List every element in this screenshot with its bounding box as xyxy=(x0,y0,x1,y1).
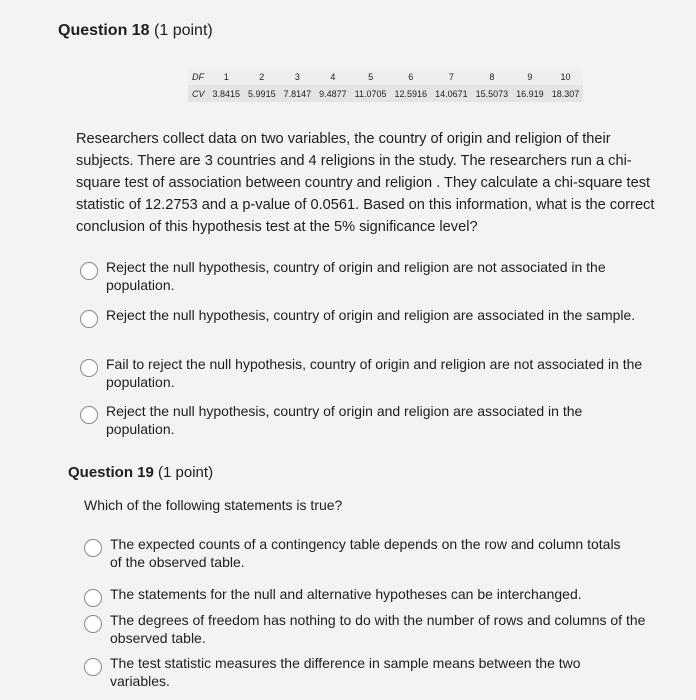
radio-button[interactable] xyxy=(84,658,102,676)
df-cell: 9 xyxy=(512,68,548,85)
question-18-stem: Researchers collect data on two variables, the country of origin and religion of their subjects. There are 3 countries and 4 religions in the study. The researchers run a chi-square test of association between country and religion . They calculate a chi-square test statistic of 12.2753 and a p-value of 0.0561. Based on this information, what is the correct conclusion of this hypothesis test at the 5% significance level? xyxy=(76,131,655,235)
q18-option-2-text: Reject the null hypothesis, country of origin and religion are associated in the sample. xyxy=(106,307,636,323)
radio-button[interactable] xyxy=(84,589,102,607)
cv-cell: 15.5073 xyxy=(472,85,513,102)
cv-cell: 3.8415 xyxy=(209,85,245,102)
df-cell: 8 xyxy=(472,68,513,85)
radio-button[interactable] xyxy=(80,310,98,328)
df-cell: 10 xyxy=(548,68,584,85)
radio-button[interactable] xyxy=(80,406,98,424)
chi-square-critical-values-table xyxy=(188,68,583,102)
cv-cell: 5.9915 xyxy=(244,85,280,102)
df-cell: 1 xyxy=(209,68,245,85)
cv-cell: 12.5916 xyxy=(391,85,432,102)
df-cell: 3 xyxy=(280,68,316,85)
q18-option-3-text: Fail to reject the null hypothesis, country of origin and religion are not associated in the population. xyxy=(106,356,643,390)
radio-button[interactable] xyxy=(84,615,102,633)
df-cell: 6 xyxy=(391,68,432,85)
q19-option-4[interactable] xyxy=(84,654,624,690)
cv-cell: 16.919 xyxy=(512,85,548,102)
cv-label: CV xyxy=(188,85,209,102)
df-cell: 2 xyxy=(244,68,280,85)
question-19-stem: Which of the following statements is true? xyxy=(84,497,343,513)
radio-button[interactable] xyxy=(84,539,102,557)
q19-option-2[interactable] xyxy=(84,585,624,607)
df-label: DF xyxy=(188,68,209,85)
q18-option-1-text: Reject the null hypothesis, country of origin and religion are not associated in the population. xyxy=(106,259,606,293)
q18-option-4-text: Reject the null hypothesis, country of origin and religion are associated in the population. xyxy=(106,403,583,437)
radio-button[interactable] xyxy=(80,359,98,377)
q18-option-2[interactable] xyxy=(80,306,640,328)
q18-option-4[interactable] xyxy=(80,402,640,438)
cv-cell: 14.0671 xyxy=(431,85,472,102)
df-cell: 7 xyxy=(431,68,472,85)
q19-option-1-text: The expected counts of a contingency table depends on the row and column totals of the observed table. xyxy=(110,536,621,570)
q19-option-4-text: The test statistic measures the difference in sample means between the two variables. xyxy=(110,655,581,689)
question-19-points: (1 point) xyxy=(158,464,214,481)
q19-option-2-text: The statements for the null and alternative hypotheses can be interchanged. xyxy=(110,586,582,602)
df-cell: 4 xyxy=(315,68,351,85)
q19-option-1[interactable] xyxy=(84,535,624,571)
cv-row xyxy=(188,85,583,102)
question-19-title xyxy=(68,464,213,481)
question-18-points: (1 point) xyxy=(154,22,213,39)
cv-cell: 7.8147 xyxy=(280,85,316,102)
question-19-heading: Question 19 xyxy=(68,464,154,481)
cv-cell: 18.307 xyxy=(548,85,584,102)
cv-cell: 11.0705 xyxy=(351,85,391,102)
question-18-title xyxy=(58,22,213,40)
df-row xyxy=(188,68,583,85)
df-cell: 5 xyxy=(351,68,391,85)
q18-option-1[interactable] xyxy=(80,258,640,294)
q19-option-3[interactable] xyxy=(84,611,654,647)
question-18-heading: Question 18 xyxy=(58,22,150,39)
q18-option-3[interactable] xyxy=(80,355,660,391)
q19-option-3-text: The degrees of freedom has nothing to do with the number of rows and columns of the observed table. xyxy=(110,612,646,646)
radio-button[interactable] xyxy=(80,262,98,280)
cv-cell: 9.4877 xyxy=(315,85,351,102)
